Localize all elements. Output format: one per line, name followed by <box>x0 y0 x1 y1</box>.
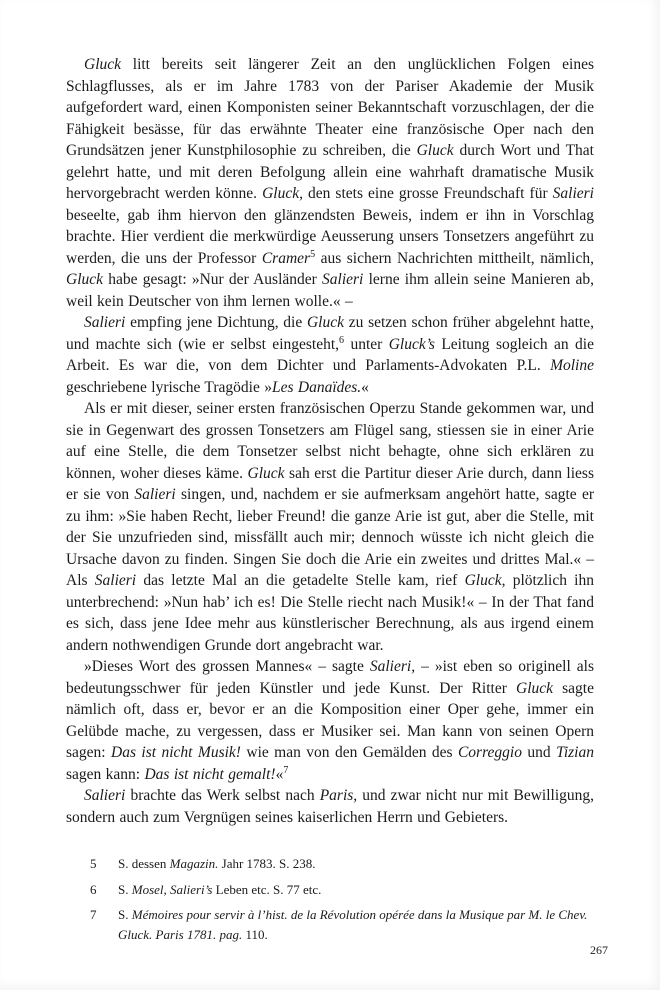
footnote-ref: 7 <box>283 764 289 776</box>
italic-text-run: Salieri <box>322 271 364 288</box>
text-run: S. <box>118 881 132 897</box>
paragraph <box>66 785 594 828</box>
footnote-ref: 6 <box>339 334 345 346</box>
italic-text-run: Das ist nicht Musik! <box>111 744 241 761</box>
text-run: beseelte, gab ihm hiervon den glänzendsten Beweis, indem er ihn in Vorschlag brachte. Hier verdient die merkwürdige Aeusserung unsers Tonsetzers angeführt zu werden, die uns der Professor <box>66 206 594 267</box>
footnote <box>66 880 594 900</box>
italic-text-run: Tizian <box>556 744 594 761</box>
paragraph <box>66 656 594 785</box>
text-run: litt bereits seit längerer Zeit an den unglücklichen Folgen eines Schlagflusses, als er im Jahre 1783 von der Pariser Akademie der Musik aufgefordert ward, einen Komponisten seiner Bekanntschaft vorzuschlagen, der die Fähigkeit besässe, für das erwähnte Theater eine französische Oper nach den Grundsätzen jener Kunstphilosophie zu schreiben, die <box>66 56 594 159</box>
page-number: 267 <box>590 943 608 957</box>
text-run: unter <box>344 335 389 353</box>
italic-text-run: Correggio <box>457 744 522 761</box>
text-run: « <box>275 765 284 783</box>
text-run: und <box>521 744 557 761</box>
footnote-text <box>118 905 594 944</box>
footnote-text <box>118 854 594 874</box>
italic-text-run: Salieri <box>84 787 126 804</box>
text-run: zu setzen schon früher abgelehnt hatte, und machte sich (wie er selbst eingesteht, <box>66 314 594 353</box>
footnote-list <box>66 854 594 944</box>
italic-text-run: Paris, <box>319 787 358 804</box>
italic-text-run: Gluck <box>516 679 554 697</box>
italic-text-run: Salieri <box>552 185 594 202</box>
italic-text-run: Salieri <box>94 572 137 589</box>
italic-text-run: Salieri <box>84 314 126 331</box>
italic-text-run: Cramer <box>261 249 311 267</box>
italic-text-run: Gluck <box>66 271 104 288</box>
text-run: – »ist eben so originell als bedeutungsschwer für jeden Künstler und jede Kunst. Der Ritter <box>66 658 595 697</box>
text-run: Als er mit dieser, seiner ersten französischen Operzu Stande gekommen war, und sie in Gegenwart des grossen Tonsetzers am Flügel sang, stiessen sie in einer Arie auf eine Stelle, die dem Tonsetzer selbst nicht behagte, ohne sich erklären zu können, woher dieses käme. <box>66 400 594 482</box>
text-run: brachte das Werk selbst nach <box>125 787 320 804</box>
text-run: sagte nämlich oft, dass er, bevor er an die Komposition einer Oper gehe, immer ein Gelübde mache, zu vergessen, dass er Musiker sei. Man kann von seinen Opern sagen: <box>66 679 594 761</box>
text-run: 110. <box>242 926 268 942</box>
italic-text-run: Mémoires pour servir à l’hist. de la Révolution opérée dans la Musique par M. le Chev. Gluck. Paris 1781. pag. <box>118 907 588 942</box>
footnote-number: 6 <box>90 881 97 897</box>
text-run: geschriebene lyrische Tragödie » <box>66 378 272 396</box>
footnote <box>66 905 594 944</box>
italic-text-run: Gluck, <box>464 572 506 589</box>
text-run: S. <box>118 907 132 922</box>
italic-text-run: Moline <box>550 357 594 374</box>
italic-text-run: Salieri, <box>369 658 416 675</box>
italic-text-run: Gluck <box>247 464 285 482</box>
text-run: sah erst die Partitur dieser Arie durch, dann liess er sie von <box>66 464 594 503</box>
italic-text-run: Salieri <box>134 486 176 503</box>
text-run: empfing jene Dichtung, die <box>125 314 307 331</box>
footnote-number: 7 <box>90 907 97 922</box>
italic-text-run: Das ist nicht gemalt! <box>144 765 276 783</box>
text-run: aus sichern Nachrichten mittheilt, nämlich, <box>315 249 594 267</box>
main-text <box>66 54 594 828</box>
paragraph <box>66 312 594 398</box>
italic-text-run: Magazin. <box>169 856 219 871</box>
text-run: sagen kann: <box>66 765 145 783</box>
paragraph <box>66 398 594 656</box>
text-run: »Dieses Wort des grossen Mannes« – sagte <box>84 658 370 675</box>
footnote-ref: 5 <box>310 248 316 260</box>
text-run: lerne ihm allein seine Manieren ab, weil kein Deutscher von ihm lernen wolle.« – <box>66 271 594 310</box>
italic-text-run: Mosel, Salieri’s <box>131 881 213 897</box>
footnotes <box>66 854 594 944</box>
italic-text-run: Gluck <box>416 142 454 159</box>
paragraph <box>66 54 594 312</box>
footnote <box>66 854 594 874</box>
text-run: Leitung sogleich an die Arbeit. Es war die, von dem Dichter und Parlaments-Advokaten P.L. <box>66 335 594 374</box>
text-run: durch Wort und That gelehrt hatte, und mit deren Befolgung allein eine wahrhaft dramatische Musik hervorgebracht werden könne. <box>66 142 594 202</box>
text-run: das letzte Mal an die getadelte Stelle kam, rief <box>136 572 465 589</box>
italic-text-run: Gluck <box>306 314 344 331</box>
text-run: S. dessen <box>118 856 170 871</box>
italic-text-run: Les Danaïdes. <box>271 378 362 396</box>
text-run: und zwar nicht nur mit Bewilligung, sondern auch zum Vergnügen seines kaiserlichen Herrn und Gebieters. <box>66 787 594 826</box>
text-run: wie man von den Gemälden des <box>240 744 458 761</box>
text-run: plötzlich ihn unterbrechend: »Nun hab’ ich es! Die Stelle riecht nach Musik!« – In der That fand es sich, dass jene Idee mehr aus künstlerischer Berechnung, als aus irgend einem andern nothwendigen Grunde dort angebracht war. <box>66 572 594 654</box>
text-run: singen, und, nachdem er sie aufmerksam angehört hatte, sagte er zu ihm: »Sie haben Recht, lieber Freund! die ganze Arie ist gut, aber die Stelle, mit der Sie unzufrieden sind, missfällt auch mir; dennoch wüsste ich nicht gleich die Ursache davon zu finden. Singen Sie doch die Arie ein zweites und drittes Mal.« – Als <box>66 486 594 589</box>
text-run: « <box>361 378 369 396</box>
text-run: den stets eine grosse Freundschaft für <box>302 185 553 202</box>
footnote-text <box>118 880 594 900</box>
footnote-number: 5 <box>90 856 97 871</box>
italic-text-run: Gluck <box>84 56 122 73</box>
text-run: Leben etc. S. 77 etc. <box>212 881 322 897</box>
italic-text-run: Gluck’s <box>388 335 435 353</box>
text-run: habe gesagt: »Nur der Ausländer <box>103 271 323 288</box>
text-run: Jahr 1783. S. 238. <box>218 856 316 871</box>
italic-text-run: Gluck, <box>262 185 303 202</box>
